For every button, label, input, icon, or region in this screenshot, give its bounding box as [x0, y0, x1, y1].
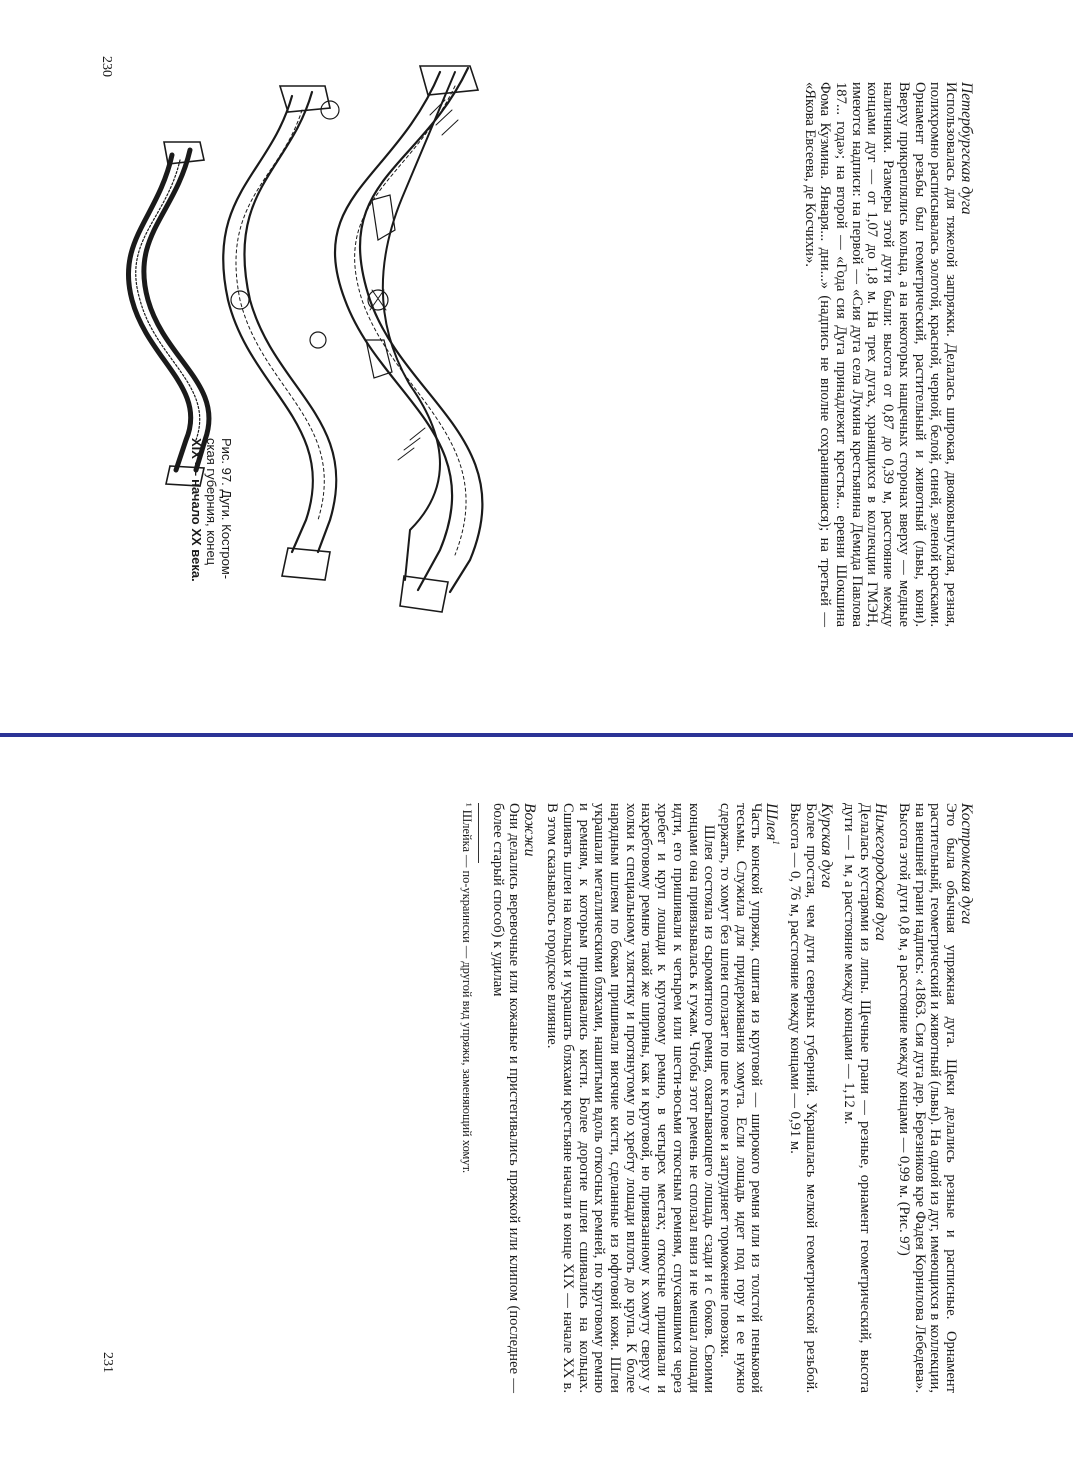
footnote-rule — [478, 803, 479, 863]
paragraph-nizhny: Делалась кустарями из липы. Щечные грани — резные, орнамент геометрический, высота дуги — 1 м, а расстояние между концами — 1,12 м. — [841, 803, 874, 1393]
page-number-231: 231 — [100, 1352, 115, 1373]
paragraph-petersburg: Использовалась для тяжелой запряжки. Делалась широкая, двояковыпуклая, резная, полихромно расписывалась золотой, красной, черной, белой, синей, зеленой красками. Орнамент резьбы был геометрический, растительный и животный (львы, кони). Вверху прикреплялись кольца, а на некоторых нащечных сторонах вверху — медные наличники. Размеры этой дуги были: высота от 0,87 до 0,39 м, расстояние между концами дуг — от 1,07 до 1,8 м. На трех дугах, хранящихся в коллекции ГМЭН, имеются надписи: на первой — «Сия дуга села Лукина крестьянина Демида Павлова 187... года»; на второй — «Года сия Дуга принадлежит крестья... еревни Шокшина Фома Кузмина. Января... дни...» (надпись не вполне сохранившаяся); на третьей — «Якова Евсеева, де Косчихи». — [801, 82, 959, 627]
section-title-shleya — [763, 803, 780, 1393]
footnote-text: ¹ Шлейка — по-украински — другой вид упряжи, заменяющий хомут. — [460, 803, 475, 1174]
section-title-vozhzhi: Вожжи — [520, 803, 538, 857]
footnote-marker: 1 — [771, 840, 782, 845]
kostroma-text: Это была обычная упряжная дуга. Щеки делались резные и расписные. Орнамент растительный, геометрический и животный (львы). На одной из дуг, имеющихся в коллекции, на внешней грани надпись: «1863. Сия дуга дер. Березников кре Фадея Корнилова Лебедева». Высота этой дуги 0,8 м, а расстояние между концами — 0,99 м. — [895, 803, 959, 1393]
paragraph-kursk: Более простая, чем дуги северных губерний. Украшалась мелкой геометрической резьбой. Высота — 0, 76 м, расстояние между концами — 0,91 м. — [787, 803, 819, 1393]
section-title-petersburg: Петербургская дуга — [958, 82, 975, 215]
caption-line-1: Рис. 97. Дуги. Костром- — [219, 438, 234, 580]
page-230 — [0, 0, 1073, 733]
section-petersburg — [801, 82, 975, 627]
paragraph-shleya-2: Шлея состояла из сыромятного ремня, охватывающего лошадь сзади и с боков. Своими концами она привязывалась к гужам. Чтобы этот ремень не сползал вниз и не мешал лошади идти, его пришивали к четырем или шести-восьми откосным ремням, спускавшимся через хребет и круп лошади к круговому ремню, в четырех местах; откосные пришивали и нахребтовому ремню такой же ширины, как и круговой, но привязанному к хомуту сверху у холки к специальному хлястику и протянутому по хребту лошади вплоть до крупа. К более нарядным шлеям по бокам пришивали висячие кисти, сделанные из юфтовой кожи. Шлеи украшали металлическими бляхами, нашитыми вдоль откосных ремней, по круговому ремню и ремням, к которым пришивались кисти. Более дорогие шлеи сшивались на кольцах. Сшивать шлеи на кольцах и украшать бляхами крестьяне начали в конце XIX — начале XX в. В этом сказывалось городское влияние. — [544, 803, 718, 1393]
figure-reference: (Рис. 97) — [895, 1201, 912, 1256]
caption-line-3: XIX — начало XX века. — [189, 438, 204, 582]
paragraph-shleya-1: Часть конской упряжи, сшитая из круговой — широкого ремня или из толстой пеньковой тесьмы. Служила для придерживания хомута. Если лошадь идет под гору и ее нужно сдержать, то хомут без шлеи сползает по шее к голове и затрудняет торможение повозки. — [716, 803, 765, 1393]
page-number-230: 230 — [99, 56, 114, 77]
section-title-nizhny: Нижегородская дуга — [872, 803, 890, 941]
main-text-231 — [459, 803, 975, 1393]
page-231 — [0, 737, 1073, 1467]
shleya-title-text: Шлея — [763, 803, 781, 841]
figure-caption — [189, 438, 234, 638]
section-title-kursk: Курская дуга — [817, 803, 835, 888]
paragraph-kostroma — [895, 803, 958, 1393]
footnote-area — [459, 803, 479, 1393]
caption-line-2: ская губерния, конец — [204, 438, 219, 566]
paragraph-vozhzhi: Они делались веревочные или кожаные и пристегивались пряжкой или клипом (последнее — более старый способ) к удилам — [489, 803, 522, 1393]
section-title-kostroma: Костромская дуга — [958, 803, 975, 925]
